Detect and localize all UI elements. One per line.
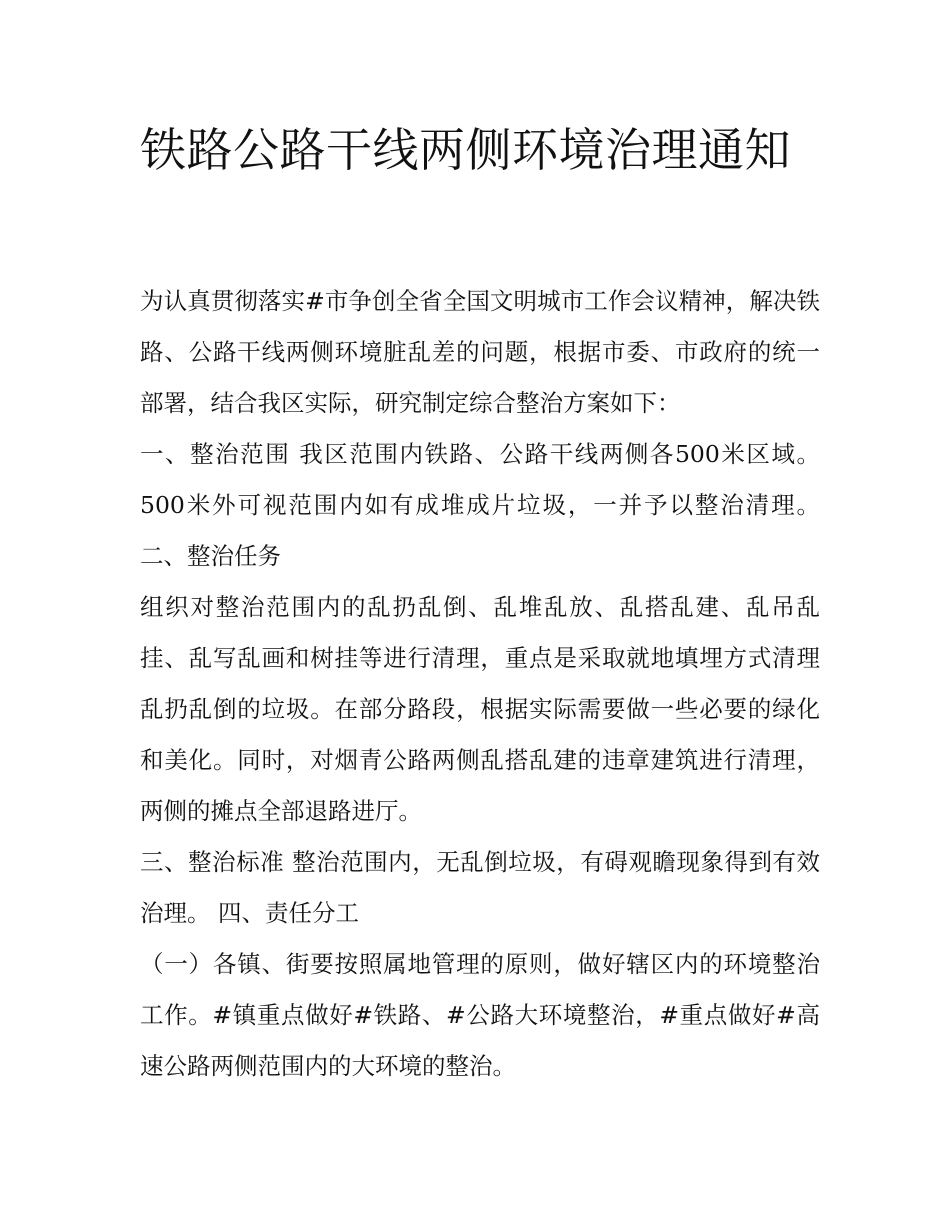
paragraph-standards: 三、整治标准 整治范围内，无乱倒垃圾，有碍观瞻现象得到有效治理。 四、责任分工 (140, 848, 820, 927)
paragraph-scope: 一、整治范围 我区范围内铁路、公路干线两侧各500米区域。500米外可视范围内如有成堆成片垃圾，一并予以整治清理。 二、整治任务 (140, 440, 820, 570)
paragraph-tasks: 组织对整治范围内的乱扔乱倒、乱堆乱放、乱搭乱建、乱吊乱挂、乱写乱画和树挂等进行清理，重点是采取就地填埋方式清理乱扔乱倒的垃圾。在部分路段，根据实际需要做一些必要的绿化和美化。同时，对烟青公路两侧乱搭乱建的违章建筑进行清理，两侧的摊点全部退路进厅。 (140, 593, 820, 825)
paragraph-intro: 为认真贯彻落实#市争创全省全国文明城市工作会议精神，解决铁路、公路干线两侧环境脏乱差的问题，根据市委、市政府的统一部署，结合我区实际，研究制定综合整治方案如下： (140, 287, 820, 417)
document-body (140, 276, 820, 1092)
paragraph-responsibility: （一）各镇、街要按照属地管理的原则，做好辖区内的环境整治工作。#镇重点做好#铁路、#公路大环境整治，#重点做好#高速公路两侧范围内的大环境的整治。 (140, 950, 820, 1080)
document-title: 铁路公路干线两侧环境治理通知 (140, 123, 791, 177)
